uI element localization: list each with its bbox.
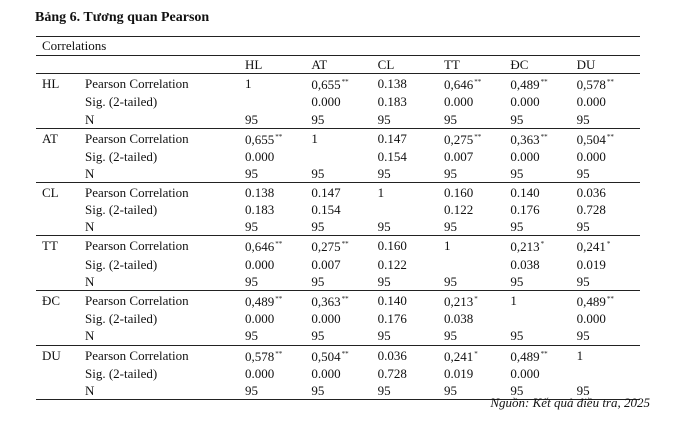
table-row: [36, 218, 640, 236]
table-cell: 95: [242, 165, 308, 183]
table-cell: 95: [242, 327, 308, 345]
table-cell: 95: [507, 218, 573, 236]
significance-mark: **: [606, 294, 614, 303]
table-cell: 0.140: [510, 184, 540, 200]
table-cell: 0,363**: [510, 131, 548, 147]
table-cell: 0.154: [377, 149, 407, 165]
column-header: TT: [441, 56, 507, 74]
table-cell: [574, 365, 640, 382]
table-cell: 0,489**: [510, 77, 548, 93]
table-row: [36, 255, 640, 272]
table-cell: 0,363**: [311, 293, 349, 309]
table-cell: 95: [375, 382, 441, 400]
table-cell: 95: [308, 327, 374, 345]
table-cell: 0.138: [377, 76, 407, 92]
table-cell: 0.000: [576, 311, 606, 327]
row-variable: [36, 310, 82, 327]
table-cell: 95: [242, 273, 308, 291]
table-cell: 0,655**: [245, 131, 283, 147]
table-row: [36, 273, 640, 291]
table-cell: 0.154: [311, 201, 341, 217]
row-variable: [36, 327, 82, 345]
table-cell: 0.176: [377, 311, 407, 327]
stat-label: N: [82, 218, 242, 236]
table-cell: 0.038: [443, 311, 474, 327]
table-row: [36, 183, 640, 201]
table-cell: 0,646**: [245, 239, 283, 255]
significance-mark: **: [540, 78, 548, 87]
table-cell: 0.000: [245, 256, 275, 272]
stat-label: Sig. (2-tailed): [85, 149, 158, 165]
table-cell: 0.147: [311, 184, 341, 200]
significance-mark: **: [275, 294, 283, 303]
table-cell: [441, 255, 507, 272]
table-row: [36, 236, 640, 256]
table-cell: [375, 201, 441, 218]
table-row: [36, 93, 640, 110]
table-cell: 95: [308, 165, 374, 183]
table-cell: 0,275**: [311, 239, 349, 255]
table-cell: 0.007: [443, 149, 474, 165]
table-cell: 0,275**: [443, 131, 482, 147]
stat-label: Pearson Correlation: [85, 292, 189, 308]
table-cell: 95: [574, 382, 640, 400]
table-cell: 0.140: [377, 292, 407, 308]
table-row: [36, 74, 640, 94]
table-cell: 0.122: [443, 201, 474, 217]
table-title: Bảng 6. Tương quan Pearson: [35, 10, 210, 25]
table-cell: 0,241*: [576, 239, 611, 255]
table-row: [36, 148, 640, 165]
table-cell: 95: [574, 327, 640, 345]
table-cell: 1: [311, 130, 318, 146]
table-cell: 95: [375, 218, 441, 236]
correlation-table: [36, 56, 640, 400]
table-cell: 1: [245, 76, 252, 92]
significance-mark: **: [540, 349, 548, 358]
stat-label: N: [82, 327, 242, 345]
table-cell: 95: [507, 165, 573, 183]
table-row: [36, 128, 640, 148]
table-row: [36, 327, 640, 345]
table-cell: 95: [375, 165, 441, 183]
table-cell: [308, 148, 374, 165]
table-cell: 95: [441, 165, 507, 183]
column-header: DU: [574, 56, 640, 74]
table-cell: 0.122: [377, 256, 407, 272]
significance-mark: **: [341, 78, 349, 87]
header-blank: [82, 56, 242, 74]
table-cell: 0.183: [245, 201, 275, 217]
column-header: CL: [375, 56, 441, 74]
table-cell: 0,241*: [443, 348, 478, 364]
table-cell: 0.000: [443, 94, 474, 110]
row-variable: AT: [42, 130, 58, 146]
table-cell: 0,213*: [443, 293, 478, 309]
table-cell: 0,489**: [245, 293, 283, 309]
table-cell: 95: [441, 382, 507, 400]
header-blank: [36, 56, 82, 74]
significance-mark: *: [606, 240, 611, 249]
table-cell: 95: [507, 111, 573, 129]
table-cell: 0.007: [311, 256, 341, 272]
significance-mark: **: [474, 78, 482, 87]
table-cell: 0.000: [245, 311, 275, 327]
row-variable: HL: [42, 76, 60, 92]
table-cell: 0.000: [311, 365, 341, 381]
row-variable: DU: [42, 347, 61, 363]
row-variable: TT: [42, 238, 58, 254]
table-cell: 95: [441, 273, 507, 291]
stat-label: Sig. (2-tailed): [85, 365, 158, 381]
correlation-table-container: [36, 36, 640, 400]
table-row: [36, 345, 640, 365]
stat-label: Pearson Correlation: [85, 76, 189, 92]
stat-label: Sig. (2-tailed): [85, 311, 158, 327]
stat-label: N: [82, 111, 242, 129]
row-variable: [36, 165, 82, 183]
table-cell: [242, 93, 308, 110]
table-cell: 0,578**: [245, 348, 283, 364]
row-variable: [36, 93, 82, 110]
table-cell: 95: [574, 273, 640, 291]
significance-mark: **: [275, 240, 283, 249]
table-cell: 0.000: [576, 149, 606, 165]
table-cell: 0.728: [576, 201, 606, 217]
significance-mark: *: [540, 240, 545, 249]
row-variable: [36, 273, 82, 291]
table-cell: 95: [441, 111, 507, 129]
table-row: [36, 290, 640, 310]
significance-mark: **: [606, 78, 614, 87]
table-cell: 1: [377, 184, 385, 200]
table-cell: 0.019: [443, 365, 474, 381]
table-cell: 0.000: [245, 365, 275, 381]
column-header: AT: [308, 56, 374, 74]
table-cell: 95: [507, 327, 573, 345]
significance-mark: **: [606, 132, 614, 141]
significance-mark: *: [474, 349, 478, 358]
table-cell: 95: [308, 382, 374, 400]
stat-label: Pearson Correlation: [85, 347, 189, 363]
significance-mark: **: [275, 349, 283, 358]
table-cell: 1: [510, 292, 517, 308]
stat-label: Sig. (2-tailed): [85, 94, 158, 110]
row-variable: CL: [42, 184, 59, 200]
table-cell: 0.000: [510, 365, 540, 381]
table-cell: 95: [308, 111, 374, 129]
table-cell: 0,489**: [576, 293, 614, 309]
significance-mark: **: [540, 132, 548, 141]
table-cell: 0,504**: [576, 131, 614, 147]
table-cell: 0.728: [377, 365, 407, 381]
table-row: [36, 365, 640, 382]
table-cell: 0,655**: [311, 77, 349, 93]
table-cell: 95: [308, 273, 374, 291]
table-cell: 95: [375, 111, 441, 129]
table-cell: 0,213*: [510, 239, 545, 255]
table-cell: 0.160: [443, 184, 474, 200]
table-cell: 95: [375, 273, 441, 291]
table-subtitle: Correlations: [36, 36, 640, 56]
table-cell: 95: [574, 111, 640, 129]
stat-label: N: [82, 273, 242, 291]
table-cell: 0.000: [311, 94, 341, 110]
stat-label: N: [82, 382, 242, 400]
table-cell: 0,646**: [443, 77, 482, 93]
table-cell: 0,489**: [510, 348, 548, 364]
table-row: [36, 165, 640, 183]
table-cell: 0.147: [377, 130, 407, 146]
stat-label: Pearson Correlation: [85, 238, 189, 254]
row-variable: ĐC: [42, 292, 61, 308]
table-cell: 1: [443, 238, 451, 254]
table-cell: 0.000: [510, 149, 540, 165]
table-cell: 0.000: [245, 149, 275, 165]
table-cell: 0.000: [576, 94, 606, 110]
table-cell: 95: [441, 327, 507, 345]
stat-label: Sig. (2-tailed): [85, 256, 158, 272]
table-cell: 95: [308, 218, 374, 236]
stat-label: Pearson Correlation: [85, 184, 189, 200]
table-cell: 95: [242, 218, 308, 236]
stat-label: Sig. (2-tailed): [85, 201, 158, 217]
table-cell: 0.000: [510, 94, 540, 110]
row-variable: [36, 365, 82, 382]
row-variable: [36, 148, 82, 165]
table-cell: 95: [375, 327, 441, 345]
table-cell: 95: [574, 165, 640, 183]
table-cell: 0,578**: [576, 77, 614, 93]
table-cell: 95: [507, 382, 573, 400]
table-cell: 0.160: [377, 238, 407, 254]
table-row: [36, 201, 640, 218]
table-row: [36, 310, 640, 327]
stat-label: Pearson Correlation: [85, 130, 189, 146]
column-header: ĐC: [507, 56, 573, 74]
significance-mark: **: [341, 240, 349, 249]
row-variable: [36, 201, 82, 218]
table-cell: [507, 310, 573, 327]
table-cell: 0.038: [510, 256, 540, 272]
stat-label: N: [82, 165, 242, 183]
significance-mark: **: [275, 132, 283, 141]
row-variable: [36, 255, 82, 272]
table-cell: 0.183: [377, 94, 407, 110]
table-cell: 0.019: [576, 256, 606, 272]
row-variable: [36, 218, 82, 236]
source-note: Nguồn: Kết quả điều tra, 2025: [490, 395, 650, 410]
table-cell: 0,504**: [311, 348, 349, 364]
table-cell: 95: [574, 218, 640, 236]
column-header: HL: [242, 56, 308, 74]
row-variable: [36, 111, 82, 129]
table-cell: 0.176: [510, 201, 540, 217]
table-cell: 0.036: [576, 184, 606, 200]
significance-mark: **: [474, 132, 482, 141]
table-cell: 95: [441, 218, 507, 236]
significance-mark: **: [341, 294, 349, 303]
significance-mark: *: [474, 294, 478, 303]
table-cell: 95: [507, 273, 573, 291]
table-cell: 0.036: [377, 347, 407, 363]
table-cell: 0.000: [311, 311, 341, 327]
table-row: [36, 111, 640, 129]
header-row: [36, 56, 640, 74]
table-cell: 1: [576, 347, 584, 363]
table-cell: 95: [242, 382, 308, 400]
row-variable: [36, 382, 82, 400]
significance-mark: **: [341, 349, 349, 358]
table-cell: 95: [242, 111, 308, 129]
table-cell: 0.138: [245, 184, 275, 200]
